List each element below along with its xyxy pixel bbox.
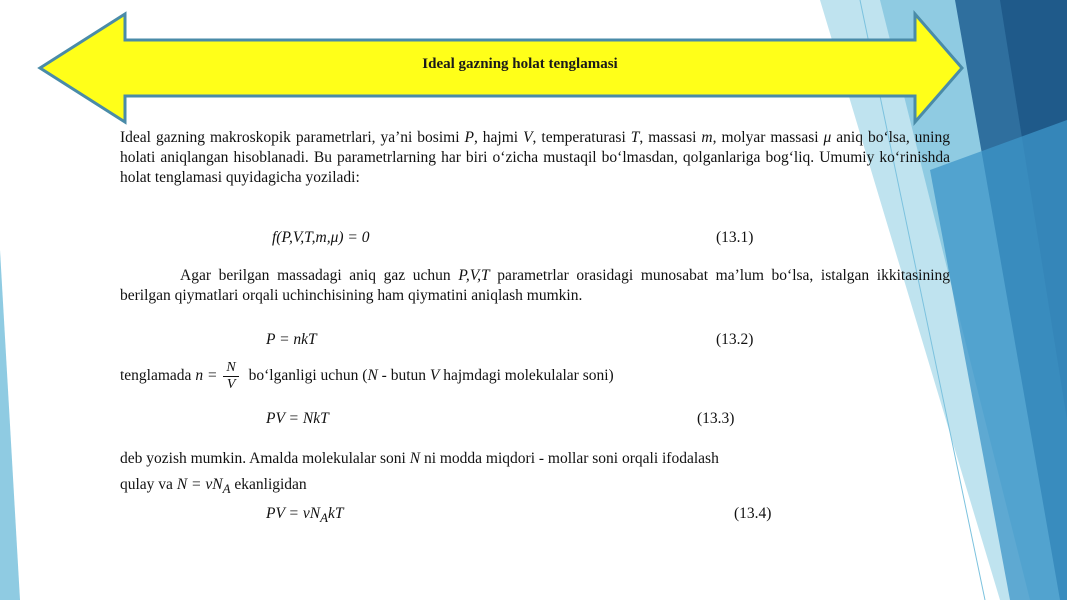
equation-13-4: PV = $\nu N_AkT$ [266,505,344,526]
parameters-paragraph: Agar berilgan massadagi aniq gaz uchun P,V,T parametrlar orasidagi munosabat ma’lum bo‘lsa, istalgan ikkitasining berilgan qiymatlari orqali uchinchisining ham qiymatini aniqlash mumkin. [120,267,950,304]
intro-paragraph: Ideal gazning makroskopik parametrlari, ya’ni bosimi P, hajmi V, temperaturasi T, massasi m, molyar massasi μ aniq bo‘lsa, uning holati aniqlangan hisoblanadi. Bu parametrlarning har biri o‘zicha mustaqil bo‘lmasdan, qolganlariga bog‘liq. Umumiy ko‘rinishda holat tenglamasi quyidagicha yoziladi: [120,129,950,186]
equation-number-13-2: (13.2) [716,331,754,348]
fraction-n-over-v: $\frac{N}{V}$ [223,360,238,393]
avogadro-line: qulay va $N = \nu N_A$ ekanligidan [120,476,307,497]
equation-13-3: PV = NkT [266,410,329,427]
moles-paragraph: deb yozish mumkin. Amalda molekulalar soni N ni modda miqdori - mollar soni orqali ifodalash [120,450,719,467]
equation-number-13-3: (13.3) [697,410,735,427]
equation-number-13-4: (13.4) [734,505,772,522]
equation-number-13-1: (13.1) [716,229,754,246]
banner-title: Ideal gazning holat tenglamasi [422,56,618,72]
equation-13-2: P = nkT [266,331,317,348]
left-accent-stripe [0,250,20,600]
concentration-line: tenglamada n = $\frac{N}{V}$ bo‘lganligi uchun (N - butun V hajmdagi molekulalar soni) [120,360,614,392]
equation-13-1: f(P,V,T,m,μ) = 0 [272,229,370,246]
